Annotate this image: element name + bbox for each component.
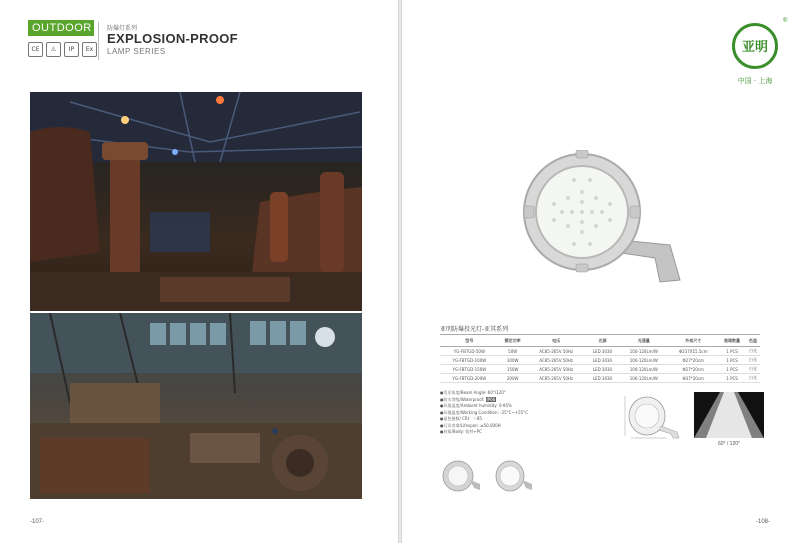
certification-icons bbox=[28, 42, 97, 57]
col-header: 装箱数量 bbox=[718, 335, 746, 347]
ce-mark-icon: CE bbox=[28, 42, 43, 57]
product-title: 亚明防爆投光灯-亚其系列 bbox=[440, 326, 509, 333]
feature-cri: ●显色指数/ CRI：＞85 bbox=[440, 416, 482, 421]
ex-proof-icon: Ex bbox=[82, 42, 97, 57]
table-row bbox=[440, 374, 760, 383]
col-header: 额定功率 bbox=[499, 335, 527, 347]
brand-city: 中国 · 上海 bbox=[737, 77, 773, 85]
header-divider bbox=[98, 22, 99, 60]
page-number-left: -107- bbox=[30, 519, 45, 525]
factory-photo-bottom bbox=[30, 313, 362, 499]
table-cell: LED 3030 bbox=[586, 347, 620, 356]
feature-lifespan: ●灯具寿命/Lifespan: ≥50,000H bbox=[440, 422, 501, 428]
table-cell: AC85-265V 50Hz bbox=[527, 365, 586, 374]
feature-waterproof-label: ●防水等级/Waterproof: bbox=[440, 396, 485, 402]
series-cn-label: 防爆灯系列 bbox=[107, 25, 138, 32]
beam-angle-caption: 60° / 120° bbox=[717, 441, 741, 447]
table-cell: 100-120Lm/W bbox=[619, 374, 668, 383]
col-header: 电压 bbox=[527, 335, 586, 347]
table-cell: 白光 bbox=[746, 347, 760, 356]
brand-logo-text: 亚明 bbox=[741, 40, 768, 55]
feature-beam: ●发光角度/Beam Angle: 60°/120° bbox=[440, 390, 506, 395]
table-cell: YG-FBTGD-200W bbox=[440, 374, 499, 383]
table-cell: 100-120Lm/W bbox=[619, 365, 668, 374]
warning-icon: ⚠ bbox=[46, 42, 61, 57]
ip-badge: IP66 bbox=[486, 396, 496, 402]
beam-angle-image bbox=[694, 392, 764, 438]
table-cell: LED 3030 bbox=[586, 374, 620, 383]
dimension-diagram bbox=[617, 392, 687, 442]
table-cell: 1 PCS bbox=[718, 374, 746, 383]
col-header: 光通量 bbox=[619, 335, 668, 347]
table-cell: 100-120Lm/W bbox=[619, 356, 668, 365]
table-cell: 50W bbox=[499, 347, 527, 356]
col-header: 色温 bbox=[746, 335, 760, 347]
table-row bbox=[440, 365, 760, 374]
feature-working: ●环境温度/Working Condition: -25°C~+55°C bbox=[440, 409, 529, 415]
col-header: 型号 bbox=[440, 335, 499, 347]
right-page bbox=[402, 0, 800, 543]
registered-mark: ® bbox=[783, 18, 788, 24]
feature-humidity: ●环境湿度/Ambient humidity: 0-95% bbox=[440, 403, 512, 408]
spec-table bbox=[440, 334, 760, 383]
col-header: 外观尺寸 bbox=[668, 335, 718, 347]
table-cell: YG-FBTGD-50W bbox=[440, 347, 499, 356]
table-row bbox=[440, 347, 760, 356]
table-cell: 白光 bbox=[746, 365, 760, 374]
table-cell: Φ237X15.5cm bbox=[668, 347, 718, 356]
table-cell: 1 PCS bbox=[718, 365, 746, 374]
table-cell: YG-FBTGD-100W bbox=[440, 356, 499, 365]
table-cell: 白光 bbox=[746, 356, 760, 365]
table-cell: AC85-265V 50Hz bbox=[527, 347, 586, 356]
table-cell: 200W bbox=[499, 374, 527, 383]
feature-list bbox=[440, 390, 528, 436]
feature-material: ●材质/Body: 铝材+PC bbox=[440, 429, 482, 434]
factory-photo-top bbox=[30, 92, 362, 311]
table-cell: 150W bbox=[499, 365, 527, 374]
table-cell: AC85-265V 50Hz bbox=[527, 374, 586, 383]
table-cell: 1 PCS bbox=[718, 347, 746, 356]
series-subtitle: LAMP SERIES bbox=[107, 47, 166, 56]
left-page bbox=[0, 0, 398, 543]
page-number-right: -108- bbox=[755, 519, 770, 525]
product-thumbnails bbox=[440, 458, 540, 496]
ip-rating-icon: IP bbox=[64, 42, 79, 57]
table-cell: 100W bbox=[499, 356, 527, 365]
outdoor-badge: OUTDOOR bbox=[28, 20, 94, 36]
table-cell: YG-FBTGD-150W bbox=[440, 365, 499, 374]
table-cell: 白光 bbox=[746, 374, 760, 383]
floodlight-product-image bbox=[520, 150, 690, 290]
table-cell: Φ27*20cm bbox=[668, 365, 718, 374]
table-cell: Φ37*20cm bbox=[668, 374, 718, 383]
table-cell: AC85-265V 50Hz bbox=[527, 356, 586, 365]
table-row bbox=[440, 356, 760, 365]
table-cell: Φ27*20cm bbox=[668, 356, 718, 365]
series-title: EXPLOSION-PROOF bbox=[107, 31, 238, 46]
table-cell: 100-120Lm/W bbox=[619, 347, 668, 356]
table-cell: 1 PCS bbox=[718, 356, 746, 365]
table-cell: LED 3030 bbox=[586, 365, 620, 374]
table-header-row bbox=[440, 335, 760, 347]
col-header: 光源 bbox=[586, 335, 620, 347]
table-cell: LED 3030 bbox=[586, 356, 620, 365]
